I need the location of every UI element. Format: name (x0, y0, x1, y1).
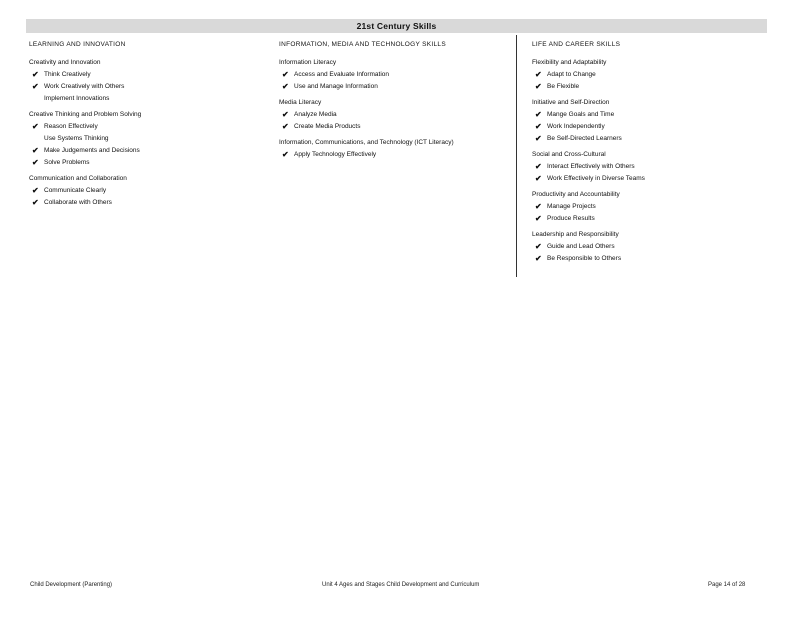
skill-item-label: Interact Effectively with Others (547, 163, 635, 170)
skill-item (29, 69, 269, 81)
checkmark-icon: ✔ (535, 162, 542, 171)
skill-item (29, 185, 269, 197)
column-learning-innovation (29, 39, 269, 213)
column-life-career (532, 39, 762, 269)
page-title-bar (26, 19, 767, 33)
skill-item-label: Collaborate with Others (44, 199, 112, 206)
skill-item-label: Use and Manage Information (294, 83, 378, 90)
skill-group (532, 97, 762, 145)
page-title: 21st Century Skills (356, 21, 437, 31)
skill-item (29, 93, 269, 105)
skill-item-label: Communicate Clearly (44, 187, 107, 194)
skill-group (29, 109, 269, 169)
skill-item-label: Work Independently (547, 123, 605, 130)
skill-item (532, 81, 762, 93)
skill-group-title: Creativity and Innovation (29, 59, 101, 66)
skill-group-title: Information, Communications, and Technology (ICT Literacy) (279, 139, 454, 146)
column-information-media-technology (279, 39, 509, 165)
skill-item-label: Work Effectively in Diverse Teams (547, 175, 645, 182)
skill-item (532, 253, 762, 265)
footer-page-number: Page 14 of 28 (708, 582, 746, 588)
skill-group-title: Information Literacy (279, 59, 337, 66)
skill-item (532, 213, 762, 225)
skill-item-label: Access and Evaluate Information (294, 71, 390, 78)
skill-item-label: Think Creatively (44, 71, 91, 78)
checkmark-icon: ✔ (32, 158, 39, 167)
skill-item (279, 81, 509, 93)
skill-item-label: Produce Results (547, 215, 595, 222)
skill-item-label: Mange Goals and Time (547, 111, 615, 118)
checkmark-icon: ✔ (535, 254, 542, 263)
checkmark-icon: ✔ (282, 70, 289, 79)
skill-item (29, 197, 269, 209)
skill-item-label: Work Creatively with Others (44, 83, 125, 90)
checkmark-icon: ✔ (535, 202, 542, 211)
skill-item-label: Use Systems Thinking (44, 135, 109, 142)
skill-group-title: Leadership and Responsibility (532, 231, 619, 238)
skill-item-label: Apply Technology Effectively (294, 151, 377, 158)
skill-item-label: Be Self-Directed Learners (547, 135, 622, 142)
skill-item (29, 121, 269, 133)
checkmark-icon: ✔ (282, 82, 289, 91)
skill-item (532, 241, 762, 253)
skill-item (279, 149, 509, 161)
skill-item (532, 173, 762, 185)
checkmark-icon: ✔ (32, 146, 39, 155)
checkmark-icon: ✔ (32, 82, 39, 91)
skill-group-title: Media Literacy (279, 99, 322, 106)
skill-group (29, 57, 269, 105)
skill-item-label: Adapt to Change (547, 71, 596, 78)
footer-center: Unit 4 Ages and Stages Child Development and Curriculum (322, 582, 480, 588)
skill-item-label: Manage Projects (547, 203, 596, 210)
checkmark-icon: ✔ (282, 110, 289, 119)
skill-group-title: Communication and Collaboration (29, 175, 127, 182)
checkmark-icon: ✔ (535, 242, 542, 251)
skill-group (532, 189, 762, 225)
column-heading: INFORMATION, MEDIA AND TECHNOLOGY SKILLS (279, 41, 446, 48)
skill-group-title: Creative Thinking and Problem Solving (29, 111, 142, 118)
skill-item (532, 161, 762, 173)
skill-group (532, 149, 762, 185)
skill-item (532, 69, 762, 81)
skill-group (279, 97, 509, 133)
checkmark-icon: ✔ (32, 198, 39, 207)
skill-item-label: Create Media Products (294, 123, 361, 130)
checkmark-icon: ✔ (535, 214, 542, 223)
skill-group (279, 137, 509, 161)
skill-item (279, 121, 509, 133)
checkmark-icon: ✔ (535, 110, 542, 119)
skill-item (29, 133, 269, 145)
skill-item-label: Be Responsible to Others (547, 255, 622, 262)
skill-item (29, 157, 269, 169)
skill-item (29, 81, 269, 93)
column-heading: LIFE AND CAREER SKILLS (532, 41, 621, 48)
skill-item-label: Analyze Media (294, 111, 337, 118)
skill-item-label: Solve Problems (44, 159, 90, 166)
checkmark-icon: ✔ (282, 150, 289, 159)
skill-item (29, 145, 269, 157)
column-heading: LEARNING AND INNOVATION (29, 41, 126, 48)
skill-group-title: Productivity and Accountability (532, 191, 620, 198)
footer-left: Child Development (Parenting) (30, 582, 113, 588)
checkmark-icon: ✔ (535, 82, 542, 91)
skill-group (532, 229, 762, 265)
checkmark-icon: ✔ (32, 70, 39, 79)
skill-group-title: Social and Cross-Cultural (532, 151, 606, 158)
checkmark-icon: ✔ (535, 122, 542, 131)
skill-item (532, 133, 762, 145)
skill-item (279, 69, 509, 81)
skill-group (29, 173, 269, 209)
checkmark-icon: ✔ (535, 134, 542, 143)
skill-item-label: Make Judgements and Decisions (44, 147, 140, 154)
skill-group-title: Initiative and Self-Direction (532, 99, 610, 106)
skill-item (279, 109, 509, 121)
skill-group (532, 57, 762, 93)
checkmark-icon: ✔ (282, 122, 289, 131)
skill-item (532, 121, 762, 133)
skill-item-label: Be Flexible (547, 83, 580, 90)
skill-item-label: Reason Effectively (44, 123, 98, 130)
skill-item (532, 201, 762, 213)
skill-item (532, 109, 762, 121)
checkmark-icon: ✔ (32, 186, 39, 195)
skill-group-title: Flexibility and Adaptability (532, 59, 607, 66)
skill-group (279, 57, 509, 93)
column-divider (516, 35, 517, 277)
skill-item-label: Implement Innovations (44, 95, 110, 102)
checkmark-icon: ✔ (32, 122, 39, 131)
checkmark-icon: ✔ (535, 174, 542, 183)
skill-item-label: Guide and Lead Others (547, 243, 615, 250)
checkmark-icon: ✔ (535, 70, 542, 79)
